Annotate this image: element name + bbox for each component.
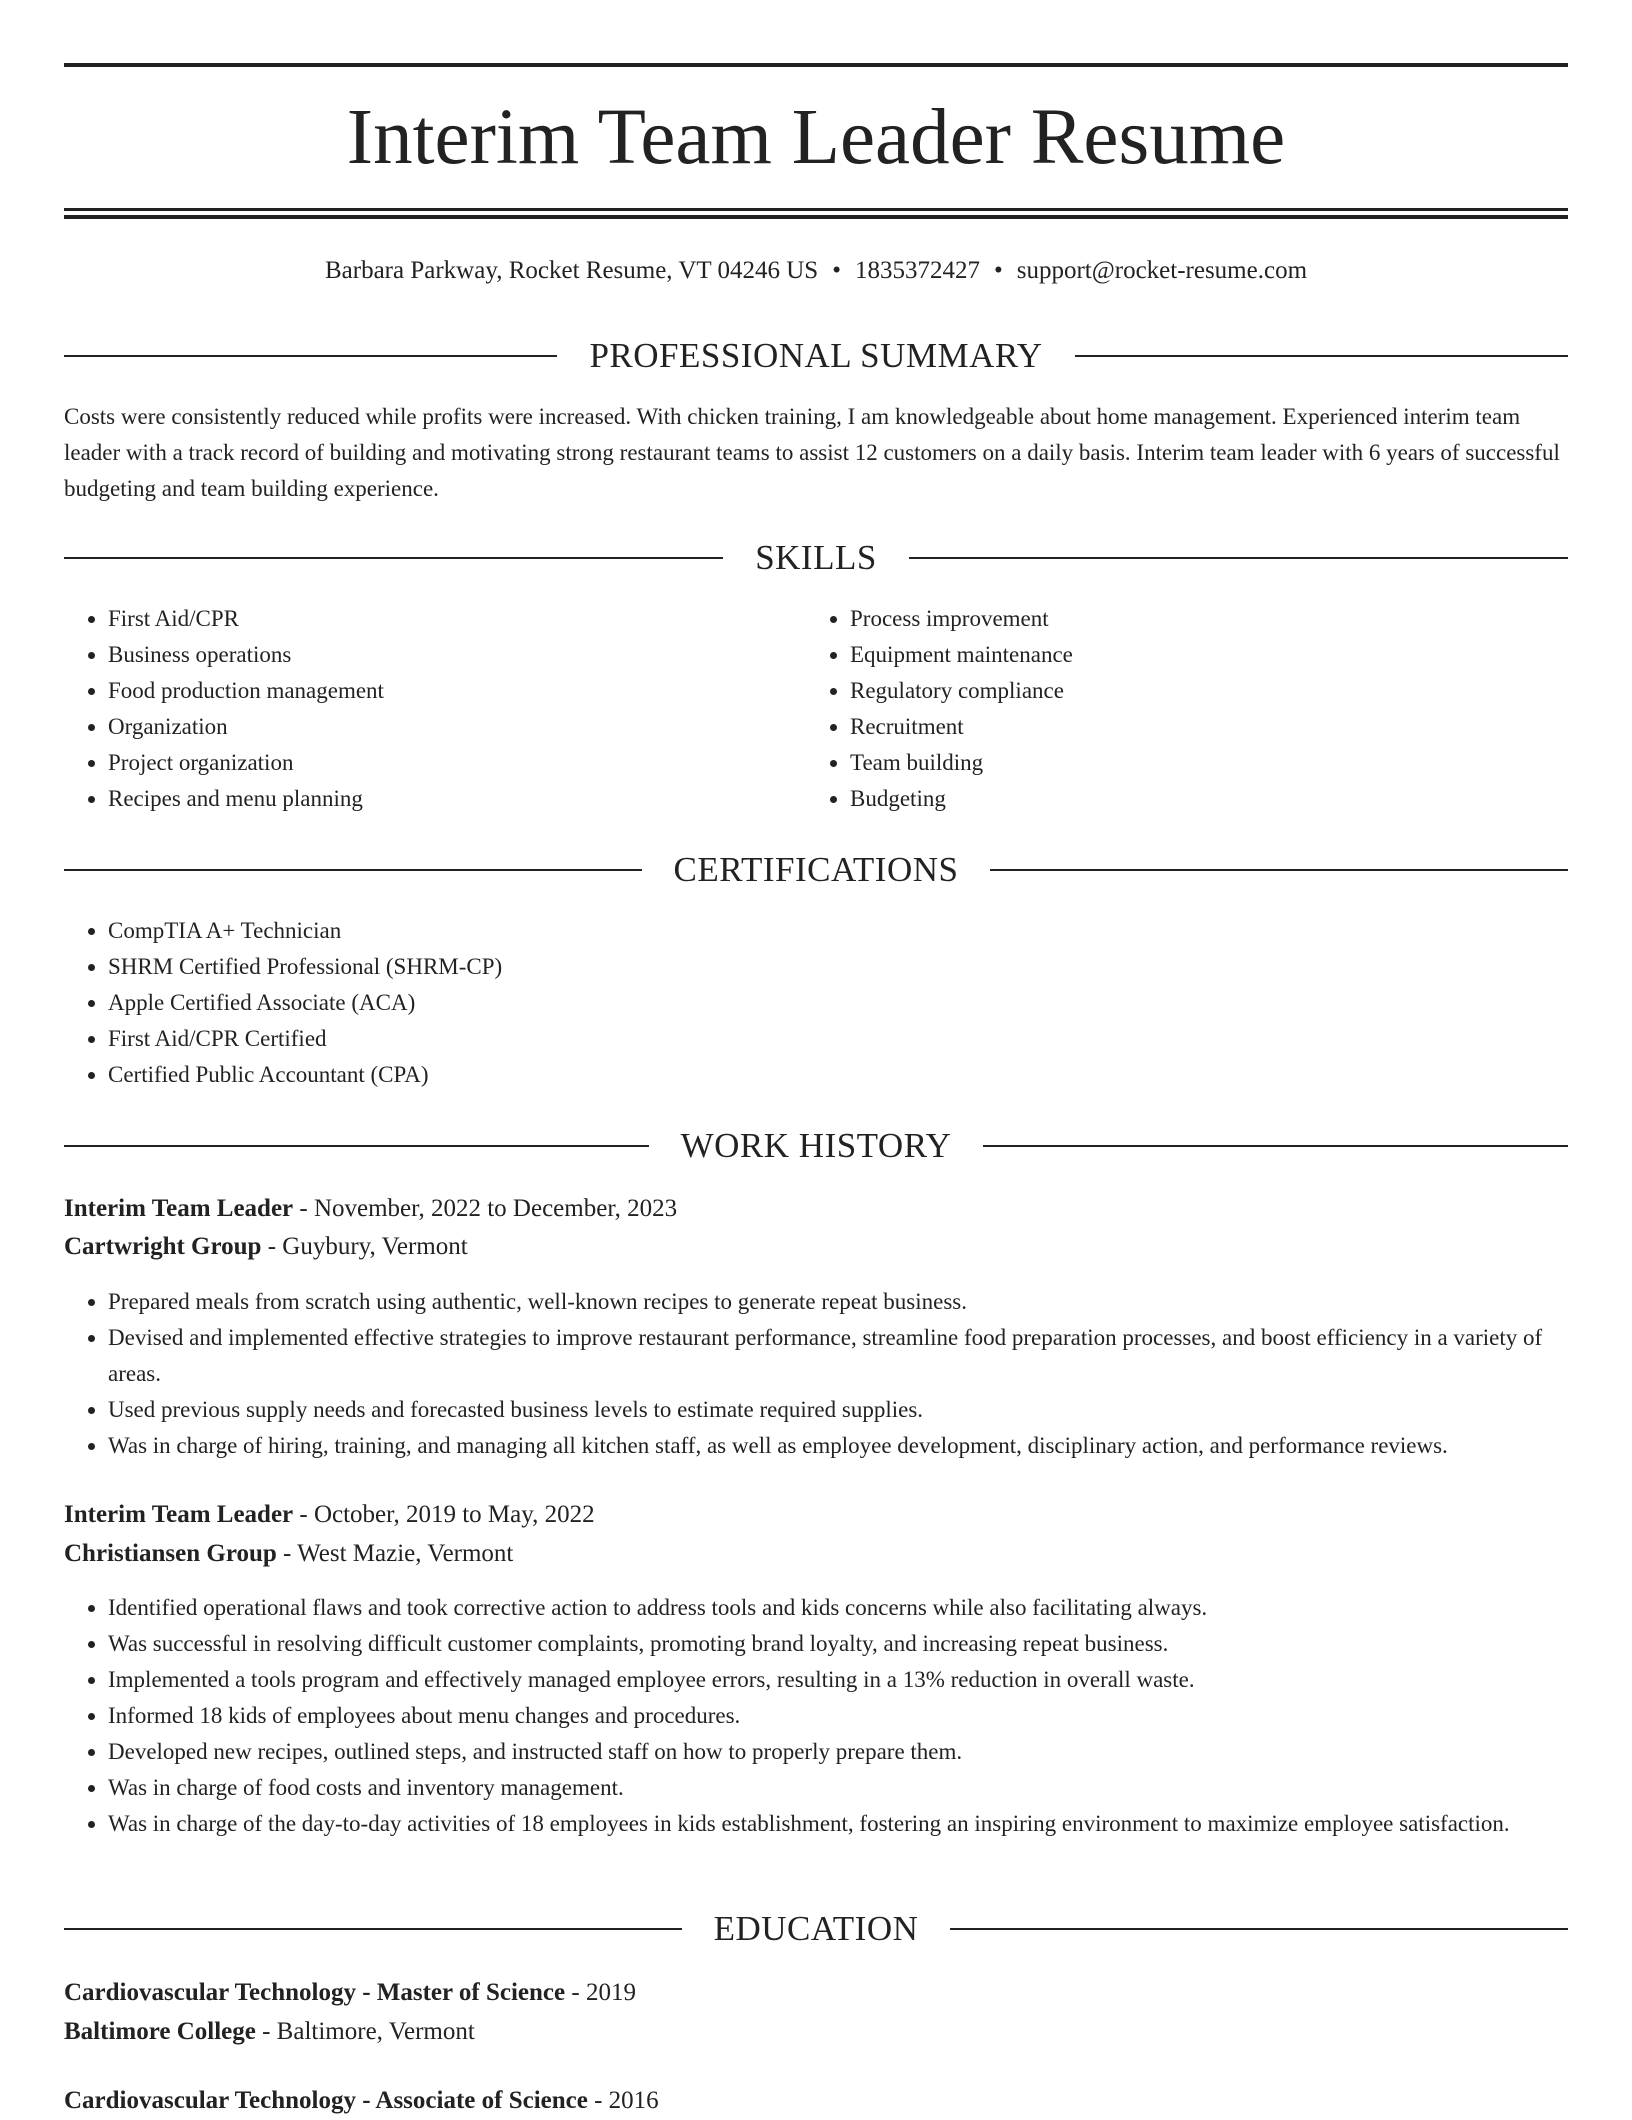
job-dates: - November, 2022 to December, 2023 — [293, 1195, 678, 1222]
contact-email: support@rocket-resume.com — [1016, 257, 1308, 284]
list-item: • Devised and implemented effective strategies to improve restaurant performance, streamline food preparation processes, and boost efficiency in a variety of areas. — [108, 1320, 1568, 1392]
education-heading — [64, 1907, 1568, 1951]
list-item: • Was in charge of the day-to-day activities of 18 employees in kids establishment, fostering an inspiring environment to maximize employee satisfaction. — [108, 1806, 1568, 1842]
education-heading-label: EDUCATION — [713, 1909, 919, 1948]
skills-heading — [64, 536, 1568, 580]
summary-heading-label: PROFESSIONAL SUMMARY — [589, 336, 1043, 375]
page-title: Interim Team Leader Resume — [346, 94, 1286, 181]
list-item: • Project organization — [108, 745, 808, 781]
list-item: • Equipment maintenance — [850, 637, 1550, 673]
list-item: • Food production management — [108, 673, 808, 709]
summary-heading — [64, 334, 1568, 378]
job-bullets — [64, 1590, 1568, 1842]
heading-rule — [990, 869, 1568, 871]
skills-list-left — [64, 601, 808, 817]
certifications-list — [64, 913, 1568, 1093]
heading-rule — [64, 557, 723, 559]
contact-separator: • — [832, 257, 841, 284]
heading-rule — [909, 557, 1568, 559]
list-item: • Organization — [108, 709, 808, 745]
education-location: - Baltimore, Vermont — [255, 2018, 475, 2045]
list-item: • Recipes and menu planning — [108, 781, 808, 817]
job-location: - Guybury, Vermont — [261, 1233, 468, 1260]
work-heading-label: WORK HISTORY — [680, 1126, 952, 1165]
contact-phone: 1835372427 — [854, 257, 980, 284]
certifications-heading-label: CERTIFICATIONS — [673, 850, 959, 889]
job-company-line — [64, 1535, 1568, 1573]
job-title: Interim Team Leader — [64, 1195, 294, 1222]
list-item: • First Aid/CPR Certified — [108, 1021, 1568, 1057]
title-rule-lower — [64, 215, 1568, 219]
list-item: • Used previous supply needs and forecasted business levels to estimate required supplies. — [108, 1392, 1568, 1428]
list-item: • SHRM Certified Professional (SHRM-CP) — [108, 949, 1568, 985]
list-item: • Informed 18 kids of employees about menu changes and procedures. — [108, 1698, 1568, 1734]
summary-text: Costs were consistently reduced while profits were increased. With chicken training, I am knowledgeable about home management. Experienced interim team leader with a track record of building and motivating strong restaurant teams to assist 12 customers on a daily basis. Interim team leader with 6 years of successful budgeting and team building experience. — [64, 404, 1560, 501]
list-item: • Was successful in resolving difficult customer complaints, promoting brand loyalty, and increasing repeat business. — [108, 1626, 1568, 1662]
work-heading — [64, 1124, 1568, 1168]
list-item: • Team building — [850, 745, 1550, 781]
education-year: - 2016 — [587, 2087, 659, 2114]
education-year: - 2019 — [565, 1979, 636, 2006]
list-item: • Identified operational flaws and took corrective action to address tools and kids concerns while also facilitating always. — [108, 1590, 1568, 1626]
heading-rule — [64, 355, 557, 357]
job-company-line — [64, 1228, 1568, 1266]
top-rule — [64, 63, 1568, 67]
education-degree-line — [64, 1974, 1568, 2012]
list-item: • Apple Certified Associate (ACA) — [108, 985, 1568, 1021]
list-item: • CompTIA A+ Technician — [108, 913, 1568, 949]
contact-address: Barbara Parkway, Rocket Resume, VT 04246 US — [324, 257, 819, 284]
list-item: • Recruitment — [850, 709, 1550, 745]
skills-heading-label: SKILLS — [755, 538, 877, 577]
list-item: • Was in charge of food costs and inventory management. — [108, 1770, 1568, 1806]
education-degree: Cardiovascular Technology - Master of Science — [64, 1979, 566, 2006]
education-school-line — [64, 2013, 1568, 2051]
job-company: Cartwright Group — [64, 1233, 262, 1260]
heading-rule — [983, 1145, 1568, 1147]
education-school: Baltimore College — [64, 2018, 256, 2045]
list-item: • Developed new recipes, outlined steps, and instructed staff on how to properly prepare them. — [108, 1734, 1568, 1770]
list-item: • Implemented a tools program and effectively managed employee errors, resulting in a 13% reduction in overall waste. — [108, 1662, 1568, 1698]
heading-rule — [64, 869, 642, 871]
job-title: Interim Team Leader — [64, 1501, 294, 1528]
list-item: • Prepared meals from scratch using authentic, well-known recipes to generate repeat business. — [108, 1284, 1568, 1320]
list-item: • Certified Public Accountant (CPA) — [108, 1057, 1568, 1093]
education-degree-line — [64, 2082, 1568, 2120]
job-bullets — [64, 1284, 1568, 1464]
job-company: Christiansen Group — [64, 1540, 277, 1567]
list-item: • Business operations — [108, 637, 808, 673]
job-dates: - October, 2019 to May, 2022 — [293, 1501, 595, 1528]
education-degree: Cardiovascular Technology - Associate of Science — [64, 2087, 588, 2114]
certifications-heading — [64, 848, 1568, 892]
list-item: • Was in charge of hiring, training, and managing all kitchen staff, as well as employee development, disciplinary action, and performance reviews. — [108, 1428, 1568, 1464]
skills-list-right — [806, 601, 1550, 817]
list-item: • Regulatory compliance — [850, 673, 1550, 709]
title-rule-upper — [64, 208, 1568, 211]
contact-separator: • — [993, 257, 1003, 284]
contact-line — [64, 254, 1568, 288]
list-item: • Budgeting — [850, 781, 1550, 817]
heading-rule — [64, 1145, 649, 1147]
job-title-line — [64, 1190, 1568, 1228]
list-item: • First Aid/CPR — [108, 601, 808, 637]
heading-rule — [64, 1928, 682, 1930]
heading-rule — [1075, 355, 1568, 357]
list-item: • Process improvement — [850, 601, 1550, 637]
job-title-line — [64, 1496, 1568, 1534]
job-location: - West Mazie, Vermont — [276, 1540, 514, 1567]
heading-rule — [950, 1928, 1568, 1930]
